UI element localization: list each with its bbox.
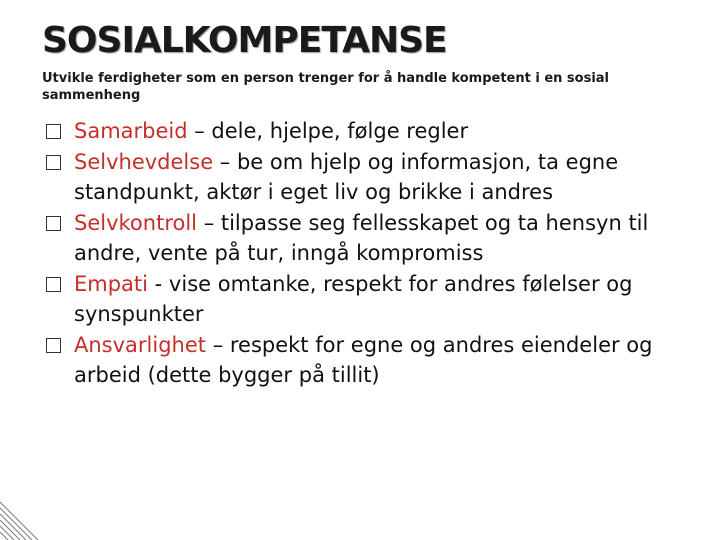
- bullet-term: Selvhevdelse: [74, 149, 214, 174]
- bullet-item-selvhevdelse: [46, 147, 696, 208]
- bullet-item-selvkontroll: [46, 208, 696, 269]
- corner-decoration: [0, 450, 90, 540]
- bullet-text: - vise omtanke, respekt for andres følelser og synspunkter: [74, 271, 633, 326]
- bullet-term: Samarbeid: [74, 119, 188, 143]
- bullet-item-empati: [46, 269, 696, 330]
- bullet-list: [46, 116, 696, 391]
- bullet-item-ansvarlighet: [46, 330, 696, 391]
- slide-subtitle: Utvikle ferdigheter som en person trenger for å handle kompetent i en sosial sammenheng: [42, 71, 610, 103]
- checkbox-bullet-icon: [46, 338, 61, 353]
- slide-title: SOSIALKOMPETANSE: [42, 20, 447, 61]
- checkbox-bullet-icon: [46, 216, 61, 231]
- bullet-text: – respekt for egne og andres eiendeler og arbeid (dette bygger på tillit): [74, 332, 653, 387]
- bullet-text: – dele, hjelpe, følge regler: [187, 119, 469, 143]
- bullet-text: – be om hjelp og informasjon, ta egne standpunkt, aktør i eget liv og brikke i andres: [74, 149, 619, 204]
- bullet-term: Selvkontroll: [74, 210, 198, 235]
- checkbox-bullet-icon: [46, 277, 61, 292]
- bullet-text: – tilpasse seg fellesskapet og ta hensyn til andre, vente på tur, inngå kompromiss: [74, 210, 649, 265]
- bullet-term: Empati: [74, 271, 148, 296]
- checkbox-bullet-icon: [46, 155, 61, 170]
- bullet-item-samarbeid: [46, 116, 696, 147]
- checkbox-bullet-icon: [46, 124, 61, 139]
- bullet-term: Ansvarlighet: [74, 332, 207, 357]
